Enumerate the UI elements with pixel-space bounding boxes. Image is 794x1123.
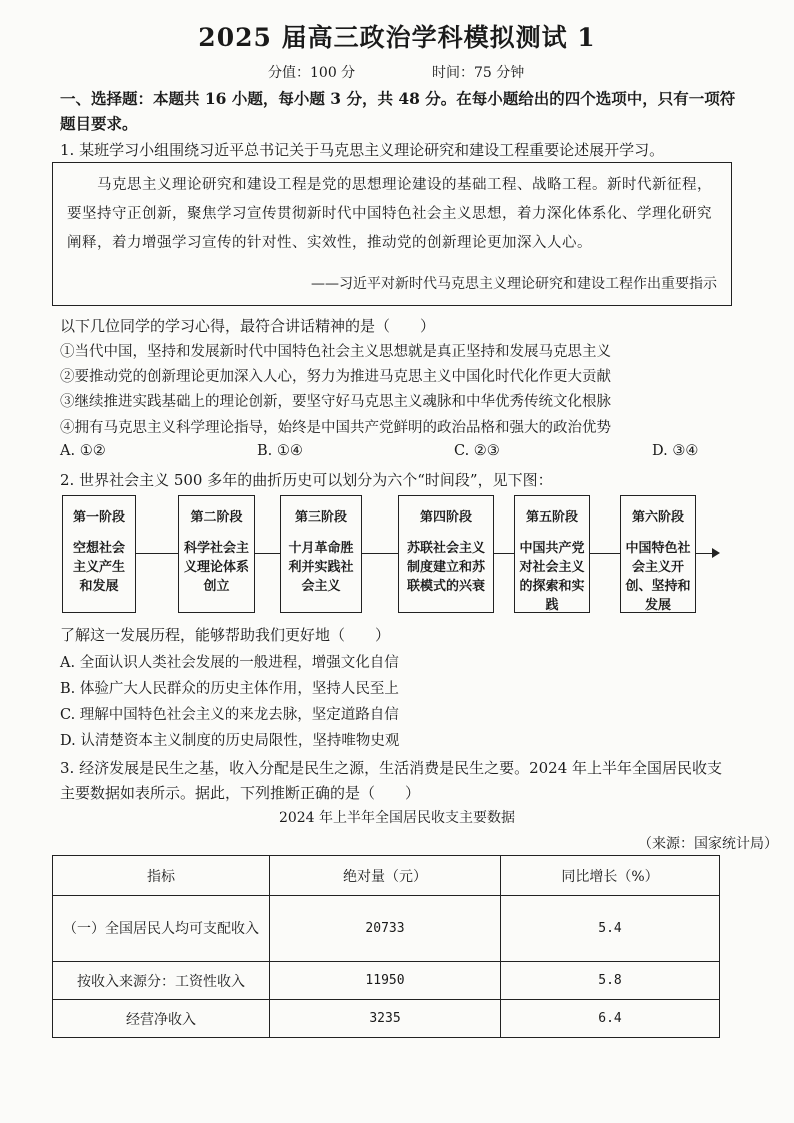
q2-question: 了解这一发展历程，能够帮助我们更好地（ ）: [60, 626, 391, 644]
q1-option-c[interactable]: C. ②③: [454, 443, 500, 459]
q2-option-b[interactable]: B. 体验广大人民群众的历史主体作用，坚持人民至上: [60, 681, 399, 697]
table-cell-growth: 5.4: [501, 896, 720, 962]
table-header-cell: 绝对量（元）: [270, 856, 501, 896]
table-cell-amount: 3235: [270, 1000, 501, 1038]
table-header-cell: 指标: [53, 856, 270, 896]
q3-stem-line2: 主要数据如表所示。据此，下列推断正确的是（ ）: [60, 784, 421, 802]
q1-quote-box: [52, 162, 732, 306]
q1-item-3: ③继续推进实践基础上的理论创新，要坚守好马克思主义魂脉和中华优秀传统文化根脉: [60, 394, 611, 410]
q2-stem: 2. 世界社会主义 500 多年的曲折历史可以划分为六个“时间段”，见下图：: [60, 471, 553, 489]
section-intro-line2: 题目要求。: [60, 114, 138, 133]
q2-option-a[interactable]: A. 全面认识人类社会发展的一般进程，增强文化自信: [60, 655, 399, 671]
q1-option-a[interactable]: A. ①②: [60, 443, 106, 459]
table-cell-amount: 11950: [270, 962, 501, 1000]
q3-stem-line1: 3. 经济发展是民生之基，收入分配是民生之源，生活消费是民生之要。2024 年上半年全国居民收支: [60, 759, 723, 777]
section-intro-line1: 一、选择题：本题共 16 小题，每小题 3 分，共 48 分。在每小题给出的四个选项中，只有一项符: [60, 89, 736, 108]
stage-title: 第四阶段: [419, 510, 472, 525]
q1-item-4: ④拥有马克思主义科学理论指导，始终是中国共产党鲜明的政治品格和强大的政治优势: [60, 420, 611, 436]
stage-body: 苏联社会主义制度建立和苏联模式的兴衰: [406, 541, 485, 594]
timeline-arrow-icon: [712, 548, 720, 558]
table-cell-label: （一）全国居民人均可支配收入: [53, 896, 270, 962]
time-label: 时间：75 分钟: [432, 65, 525, 81]
q2-option-c[interactable]: C. 理解中国特色社会主义的来龙去脉，坚定道路自信: [60, 707, 399, 723]
score-label: 分值：100 分: [268, 65, 356, 81]
q3-table-title: 2024 年上半年全国居民收支主要数据: [278, 810, 516, 826]
q1-item-1: ①当代中国，坚持和发展新时代中国特色社会主义思想就是真正坚持和发展马克思主义: [60, 344, 611, 360]
stage-box-6: [620, 495, 696, 613]
stage-box-2: [178, 495, 255, 613]
q1-item-2: ②要推动党的创新理论更加深入人心，努力为推进马克思主义中国化时代化作更大贡献: [60, 369, 611, 385]
q1-quote-source: ——习近平对新时代马克思主义理论研究和建设工程作出重要指示: [311, 276, 717, 292]
table-row: [53, 1000, 720, 1038]
table-header-row: [53, 856, 720, 896]
stage-title: 第三阶段: [294, 510, 347, 525]
stage-body: 空想社会主义产生和发展: [72, 541, 125, 594]
table-cell-amount: 20733: [270, 896, 501, 962]
stage-title: 第五阶段: [525, 510, 578, 525]
stage-title: 第二阶段: [190, 510, 243, 525]
stage-body: 中国特色社会主义开创、坚持和发展: [625, 541, 691, 613]
q3-data-table: [52, 855, 720, 1038]
stage-body: 中国共产党对社会主义的探索和实践: [519, 541, 585, 613]
page-title: 2025 届高三政治学科模拟测试 1: [198, 23, 596, 52]
table-cell-label: 经营净收入: [53, 1000, 270, 1038]
table-cell-label: 按收入来源分：工资性收入: [53, 962, 270, 1000]
stage-box-3: [280, 495, 362, 613]
stage-box-1: [62, 495, 136, 613]
stage-box-4: [398, 495, 494, 613]
q3-table-source: （来源：国家统计局）: [638, 836, 778, 852]
q2-option-d[interactable]: D. 认清楚资本主义制度的历史局限性，坚持唯物史观: [60, 733, 400, 749]
q1-question: 以下几位同学的学习心得，最符合讲话精神的是（ ）: [60, 317, 436, 335]
stage-body: 科学社会主义理论体系创立: [183, 541, 249, 594]
stage-title: 第六阶段: [631, 510, 684, 525]
table-row: [53, 896, 720, 962]
q1-option-d[interactable]: D. ③④: [652, 443, 699, 459]
stage-box-5: [514, 495, 590, 613]
table-cell-growth: 5.8: [501, 962, 720, 1000]
table-row: [53, 962, 720, 1000]
stage-body: 十月革命胜利并实践社会主义: [288, 541, 354, 594]
table-cell-growth: 6.4: [501, 1000, 720, 1038]
q1-option-b[interactable]: B. ①④: [257, 443, 303, 459]
q1-stem: 1. 某班学习小组围绕习近平总书记关于马克思主义理论研究和建设工程重要论述展开学习。: [60, 141, 665, 159]
stage-title: 第一阶段: [72, 510, 125, 525]
q1-quote-text: 马克思主义理论研究和建设工程是党的思想理论建设的基础工程、战略工程。新时代新征程，要坚持守正创新，聚焦学习宣传贯彻新时代中国特色社会主义思想，着力深化体系化、学理化研究阐释，着力增强学习宣传的针对性、实效性，推动党的创新理论更加深入人心。: [67, 177, 712, 251]
table-header-cell: 同比增长（%）: [501, 856, 720, 896]
